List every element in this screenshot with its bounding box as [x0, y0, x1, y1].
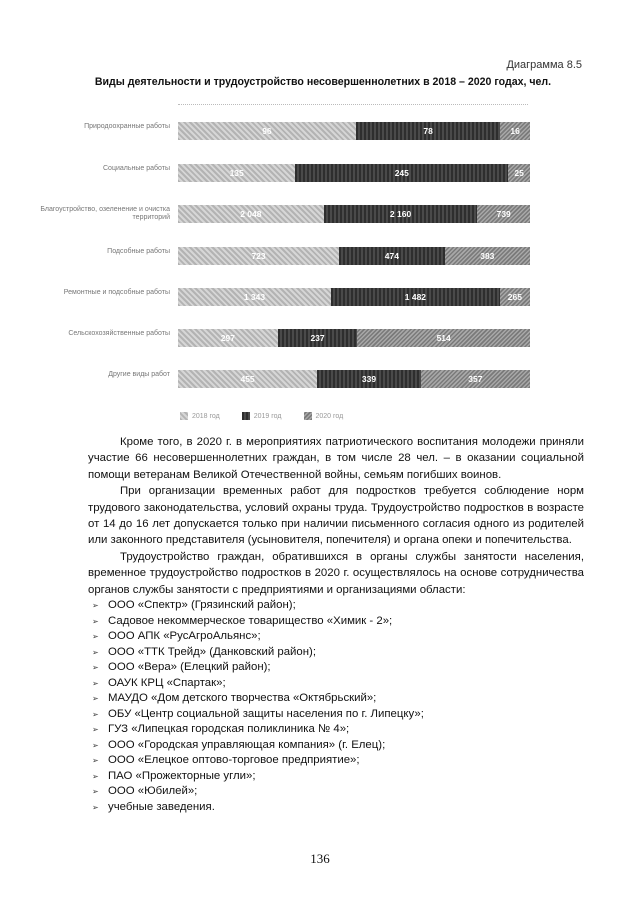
- list-item: [92, 660, 424, 676]
- bullet-arrow-icon: ➢: [92, 787, 99, 796]
- data-label: 135: [229, 168, 244, 178]
- legend-item: [242, 412, 282, 420]
- category-label: Сельскохозяйственные работы: [68, 330, 170, 337]
- list-item-text: ОБУ «Центр социальной защиты населения по г. Липецку»;: [108, 707, 424, 720]
- page-number: 136: [310, 851, 330, 866]
- legend-label: 2020 год: [315, 412, 344, 420]
- paragraph: Трудоустройство граждан, обратившихся в органы службы занятости населения, временное трудоустройство подростков в 2020 г. осуществлялось на основе сотрудничества органов службы занятости с предприятиями и организациями области:: [88, 550, 584, 596]
- list-item: [92, 784, 424, 800]
- list-item: [92, 645, 424, 661]
- data-label: 245: [394, 168, 409, 178]
- list-item: [92, 738, 424, 754]
- bar-row: [178, 164, 530, 182]
- list-item: [92, 800, 424, 816]
- category-label: Ремонтные и подсобные работы: [63, 289, 170, 296]
- category-label: Подсобные работы: [107, 248, 170, 255]
- bullet-arrow-icon: ➢: [92, 647, 99, 657]
- paragraph: Кроме того, в 2020 г. в мероприятиях патриотического воспитания молодежи приняли участие 66 несовершеннолетних граждан, в том числе 28 чел. – в оказании социальной помощи ветеранам Великой Отечественной войны, семьям погибших воинов.: [88, 436, 584, 481]
- bar-row: [178, 247, 530, 265]
- bar-segment-2019: [317, 370, 421, 388]
- data-label: 339: [361, 374, 377, 384]
- data-label: 265: [507, 292, 522, 302]
- category-label: Благоустройство, озеленение и очистка территорий: [40, 206, 170, 221]
- list-item-text: ГУЗ «Липецкая городская поликлиника № 4»;: [108, 723, 350, 735]
- bar-segment-2020: [445, 247, 530, 265]
- data-label: 237: [310, 333, 325, 343]
- list-item-text: ООО «ТТК Трейд» (Данковский район);: [108, 645, 316, 658]
- list-item: [92, 598, 424, 614]
- data-label: 16: [510, 126, 520, 136]
- list-item-text: ООО «Городская управляющая компания» (г. Елец);: [108, 738, 386, 751]
- bar-segment-2019: [339, 247, 445, 265]
- data-label: 25: [514, 168, 524, 178]
- bar-segment-2018: [178, 288, 331, 306]
- bar-row: [178, 288, 530, 306]
- bullet-arrow-icon: ➢: [92, 663, 99, 672]
- diagram-number: Диаграмма 8.5: [506, 59, 582, 71]
- data-label: 78: [423, 126, 433, 136]
- bullet-arrow-icon: ➢: [92, 771, 99, 781]
- bullet-arrow-icon: ➢: [92, 601, 99, 610]
- list-item-text: ООО «Юбилей»;: [108, 785, 198, 797]
- category-label: Социальные работы: [103, 165, 170, 172]
- category-label: Природоохранные работы: [84, 123, 170, 130]
- list-item-text: ООО АПК «РусАгроАльянс»;: [108, 630, 261, 642]
- legend-swatch: [242, 412, 250, 420]
- organizations-list: [92, 598, 424, 815]
- data-label: 96: [262, 126, 272, 136]
- data-label: 383: [480, 251, 495, 261]
- bar-row: [178, 205, 530, 223]
- data-label: 514: [436, 333, 451, 343]
- data-label: 455: [240, 374, 255, 384]
- bullet-arrow-icon: ➢: [92, 725, 99, 734]
- list-item: [92, 769, 424, 785]
- stacked-bar-chart: [0, 0, 640, 430]
- bar-segment-2019: [331, 288, 500, 306]
- bullet-arrow-icon: ➢: [92, 694, 99, 703]
- bar-segment-2018: [178, 164, 295, 182]
- legend-item: [304, 412, 344, 420]
- bar-segment-2019: [324, 205, 478, 223]
- bar-segment-2018: [178, 370, 317, 388]
- bar-segment-2018: [178, 329, 278, 347]
- list-item: [92, 629, 424, 645]
- body-text: [88, 434, 584, 598]
- bullet-arrow-icon: ➢: [92, 616, 99, 626]
- chart-title: Виды деятельности и трудоустройство несовершеннолетних в 2018 – 2020 годах, чел.: [94, 76, 552, 88]
- category-label: Другие виды работ: [108, 371, 170, 378]
- data-label: 2 160: [389, 209, 412, 219]
- list-item-text: учебные заведения.: [108, 800, 215, 813]
- list-item: [92, 676, 424, 692]
- data-label: 723: [251, 251, 266, 261]
- bullet-arrow-icon: ➢: [92, 632, 99, 641]
- data-label: 357: [468, 374, 483, 384]
- bar-segment-2018: [178, 205, 324, 223]
- bar-segment-2018: [178, 247, 339, 265]
- paragraph: При организации временных работ для подростков требуется соблюдение норм трудового законодательства, условий охраны труда. Трудоустройство подростков в возрасте от 14 до 16 лет допускается только при наличии письменного согласия одного из родителей или законного представителя (усыновителя, попечителя) и органа опеки и попечительства.: [88, 485, 584, 547]
- legend-swatch: [180, 412, 188, 420]
- list-item-text: Садовое некоммерческое товарищество «Химик - 2»;: [108, 614, 393, 627]
- bar-segment-2018: [178, 122, 356, 140]
- data-label: 297: [220, 333, 235, 343]
- data-label: 474: [384, 251, 399, 261]
- bar-segment-2019: [278, 329, 358, 347]
- list-item: [92, 614, 424, 630]
- data-label: 1 343: [243, 292, 266, 302]
- list-item-text: МАУДО «Дом детского творчества «Октябрьский»;: [108, 692, 377, 704]
- bar-segment-2020: [500, 288, 530, 306]
- bullet-arrow-icon: ➢: [92, 709, 99, 719]
- list-item: [92, 753, 424, 769]
- legend-label: 2019 год: [253, 412, 282, 420]
- legend-swatch: [304, 412, 312, 420]
- list-item: [92, 691, 424, 707]
- data-label: 1 482: [404, 292, 427, 302]
- bar-row: [178, 370, 530, 388]
- chart-legend: [180, 412, 343, 420]
- bullet-arrow-icon: ➢: [92, 740, 99, 750]
- list-item-text: ОАУК КРЦ «Спартак»;: [108, 676, 226, 689]
- bar-segment-2020: [508, 164, 530, 182]
- bar-row: [178, 329, 530, 347]
- bar-segment-2019: [356, 122, 501, 140]
- bullet-arrow-icon: ➢: [92, 678, 99, 688]
- bar-row: [178, 122, 530, 140]
- data-label: 2 048: [240, 209, 262, 219]
- bar-segment-2020: [500, 122, 530, 140]
- bar-segment-2020: [421, 370, 530, 388]
- list-item: [92, 707, 424, 723]
- bullet-arrow-icon: ➢: [92, 802, 99, 812]
- bar-segment-2019: [295, 164, 508, 182]
- list-item-text: ООО «Спектр» (Грязинский район);: [108, 599, 296, 611]
- list-item: [92, 722, 424, 738]
- legend-item: [180, 412, 220, 420]
- legend-label: 2018 год: [192, 412, 220, 420]
- data-label: 739: [496, 209, 511, 219]
- bar-segment-2020: [357, 329, 530, 347]
- list-item-text: ПАО «Прожекторные угли»;: [108, 769, 256, 782]
- bullet-arrow-icon: ➢: [92, 756, 99, 765]
- list-item-text: ООО «Вера» (Елецкий район);: [108, 661, 271, 673]
- list-item-text: ООО «Елецкое оптово-торговое предприятие»;: [108, 754, 360, 766]
- bar-segment-2020: [477, 205, 530, 223]
